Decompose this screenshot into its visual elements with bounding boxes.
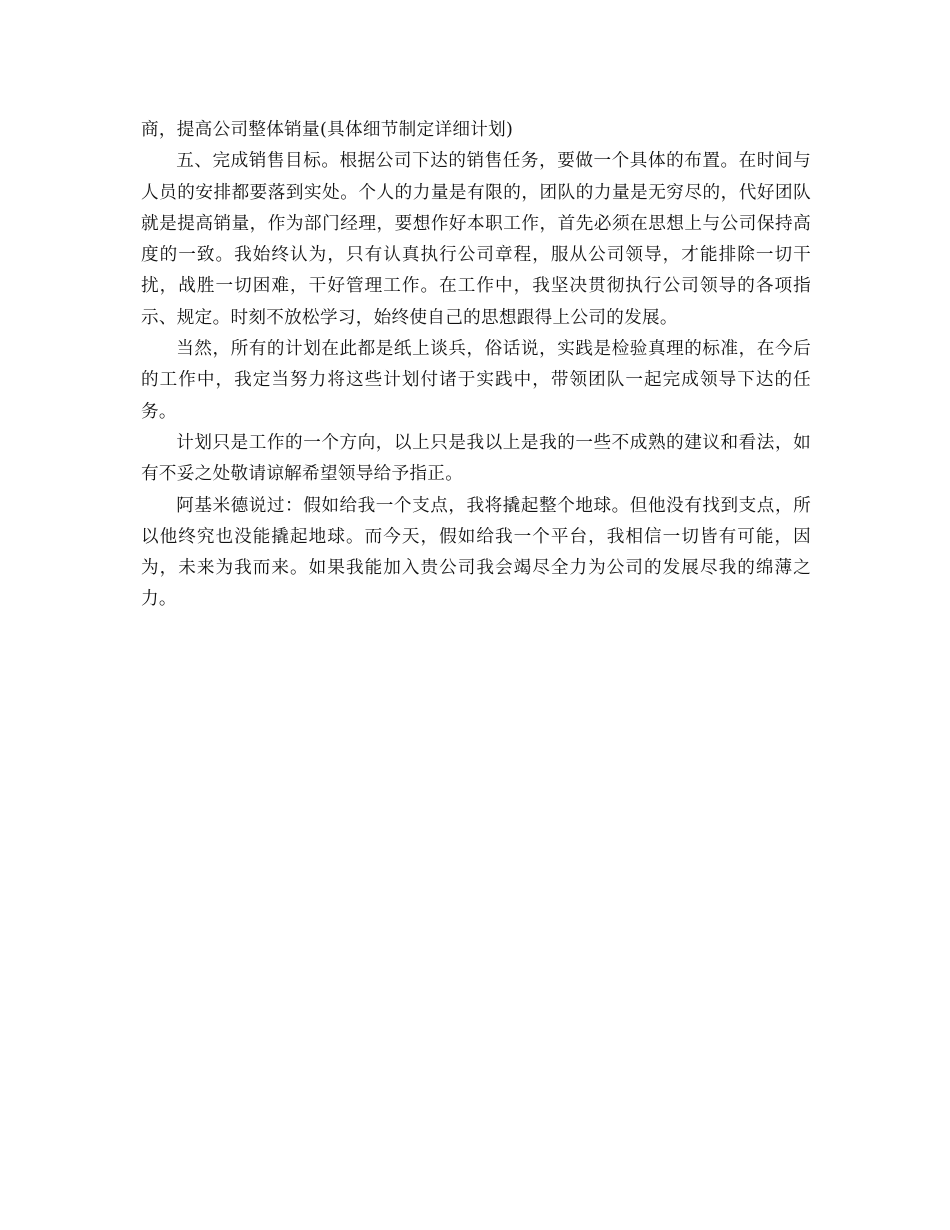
paragraph-practice: 当然，所有的计划在此都是纸上谈兵，俗话说，实践是检验真理的标准，在今后的工作中，我定当努力将这些计划付诸于实践中，带领团队一起完成领导下达的任务。 xyxy=(141,339,811,422)
paragraph-plan-direction: 计划只是工作的一个方向，以上只是我以上是我的一些不成熟的建议和看法，如有不妥之处敬请谅解希望领导给予指正。 xyxy=(141,432,811,485)
paragraph-archimedes: 阿基米德说过：假如给我一个支点，我将撬起整个地球。但他没有找到支点，所以他终究也没能撬起地球。而今天，假如给我一个平台，我相信一切皆有可能，因为，未来为我而来。如果我能加入贵公司我会竭尽全力为公司的发展尽我的绵薄之力。 xyxy=(141,495,811,610)
paragraph-sales-target: 五、完成销售目标。根据公司下达的销售任务，要做一个具体的布置。在时间与人员的安排都要落到实处。个人的力量是有限的，团队的力量是无穷尽的，代好团队就是提高销量，作为部门经理，要想作好本职工作，首先必须在思想上与公司保持高度的一致。我始终认为，只有认真执行公司章程，服从公司领导，才能排除一切干扰，战胜一切困难，干好管理工作。在工作中，我坚决贯彻执行公司领导的各项指示、规定。时刻不放松学习，始终使自己的思想跟得上公司的发展。 xyxy=(141,151,811,328)
document-body xyxy=(141,115,811,616)
paragraph-continuation: 商，提高公司整体销量(具体细节制定详细计划) xyxy=(141,120,514,140)
